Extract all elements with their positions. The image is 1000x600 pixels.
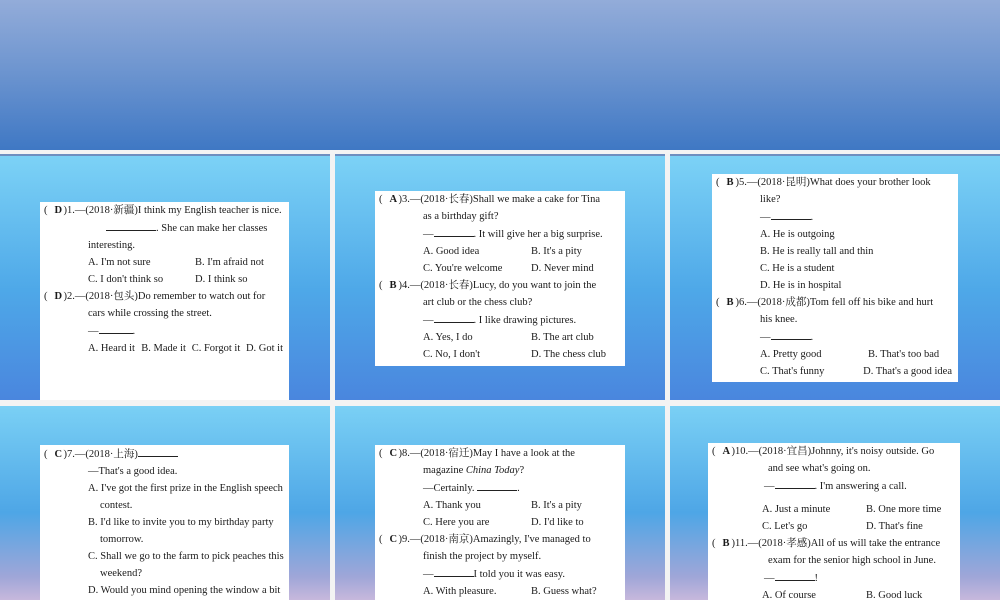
- question-panel: ( A)3.—(2018·长春)Shall we make a cake for Tina as a birthday gift? — . It will give her a big surprise. A. Good idea B. It's a pity C. You're welcome D. Never mind ( B )4.—(2018·长春)Lucy, do you want to join the art club or the chess club? — . I like drawing pictures. A. Yes, I do B. The art club C. No, I don't D. The chess club: [375, 191, 625, 366]
- banner-divider: [0, 150, 1000, 154]
- row-divider: [0, 400, 1000, 406]
- question-2: ( D)2.—(2018·包头)Do remember to watch out for: [44, 291, 266, 302]
- answer-letter: B: [726, 177, 734, 188]
- column-divider: [665, 154, 670, 600]
- question-panel: ( C)8.—(2018·宿迁)May I have a look at the magazine China Today? —Certainly. . A. Thank you B. It's a pity C. Here you are D. I'd like to ( C)9.—(2018·南京)Amazingly, I've managed to finish the project by myself. — I told you it was easy. A. With pleasure. B. Guess what?: [375, 445, 625, 600]
- question-11: ( B )11.—(2018·孝感)All of us will take the entrance: [712, 538, 941, 549]
- question-10: ( A)10.—(2018·宜昌)Johnny, it's noisy outside. Go: [712, 446, 935, 457]
- question-panel: ( B )5.—(2018·昆明)What does your brother look like? — . A. He is outgoing B. He is really tall and thin C. He is a student D. He is in hospital ( B )6.—(2018·成都)Tom fell off his bike and hurt his knee. — . A. Pretty good B. That's too bad C. That's funny D. That's a good idea: [712, 174, 958, 382]
- question-3: ( A)3.—(2018·长春)Shall we make a cake for Tina: [379, 194, 600, 205]
- answer-letter: D: [54, 291, 63, 302]
- slide-card-2[interactable]: [335, 156, 665, 400]
- question-9: ( C)9.—(2018·南京)Amazingly, I've managed to: [379, 534, 591, 545]
- answer-letter: B: [722, 538, 730, 549]
- top-banner: [0, 0, 1000, 150]
- answer-letter: C: [389, 448, 398, 459]
- question-panel: ( D)1.—(2018·新疆)I think my English teacher is nice. . She can make her classes interesting. A. I'm not sure B. I'm afraid not C. I don't think so D. I think so ( D)2.—(2018·包头)Do remember to watch out for cars while crossing the street. — . A. Heard it B. Made it C. Forgot it D. Got it: [40, 202, 289, 400]
- slide-card-5[interactable]: [335, 406, 665, 600]
- question-7: ( C)7.—(2018·上海): [44, 445, 283, 463]
- question-panel: ( C)7.—(2018·上海) —That's a good idea. A. I've got the first prize in the English speech contest. B. I'd like to invite you to my birthday party tomorrow. C. Shall we go to the farm to pick peaches this weekend? D. Would you mind opening the window a bit: [40, 445, 289, 600]
- answer-letter: A: [389, 194, 398, 205]
- question-panel: ( A)10.—(2018·宜昌)Johnny, it's noisy outside. Go and see what's going on. — . I'm answering a call. A. Just a minute B. One more time C. Let's go D. That's fine ( B )11.—(2018·孝感)All of us will take the entrance exam for the senior high school in June. — ! A. Of course B. Good luck: [708, 443, 960, 600]
- question-8: ( C)8.—(2018·宿迁)May I have a look at the: [379, 448, 575, 459]
- question-1: ( D)1.—(2018·新疆)I think my English teacher is nice.: [44, 205, 282, 216]
- slide-card-3[interactable]: [670, 156, 1000, 400]
- slide-card-1[interactable]: [0, 156, 330, 400]
- slide-card-4[interactable]: [0, 406, 330, 600]
- slide-card-6[interactable]: [670, 406, 1000, 600]
- question-4: ( B )4.—(2018·长春)Lucy, do you want to join the: [379, 280, 597, 291]
- answer-letter: C: [389, 534, 398, 545]
- question-6: ( B )6.—(2018·成都)Tom fell off his bike and hurt: [716, 297, 934, 308]
- column-divider: [330, 154, 335, 600]
- answer-letter: B: [726, 297, 734, 308]
- answer-letter: C: [54, 449, 63, 460]
- answer-letter: D: [54, 205, 63, 216]
- answer-letter: B: [389, 280, 397, 291]
- question-5: ( B )5.—(2018·昆明)What does your brother look: [716, 177, 931, 188]
- answer-letter: A: [722, 446, 731, 457]
